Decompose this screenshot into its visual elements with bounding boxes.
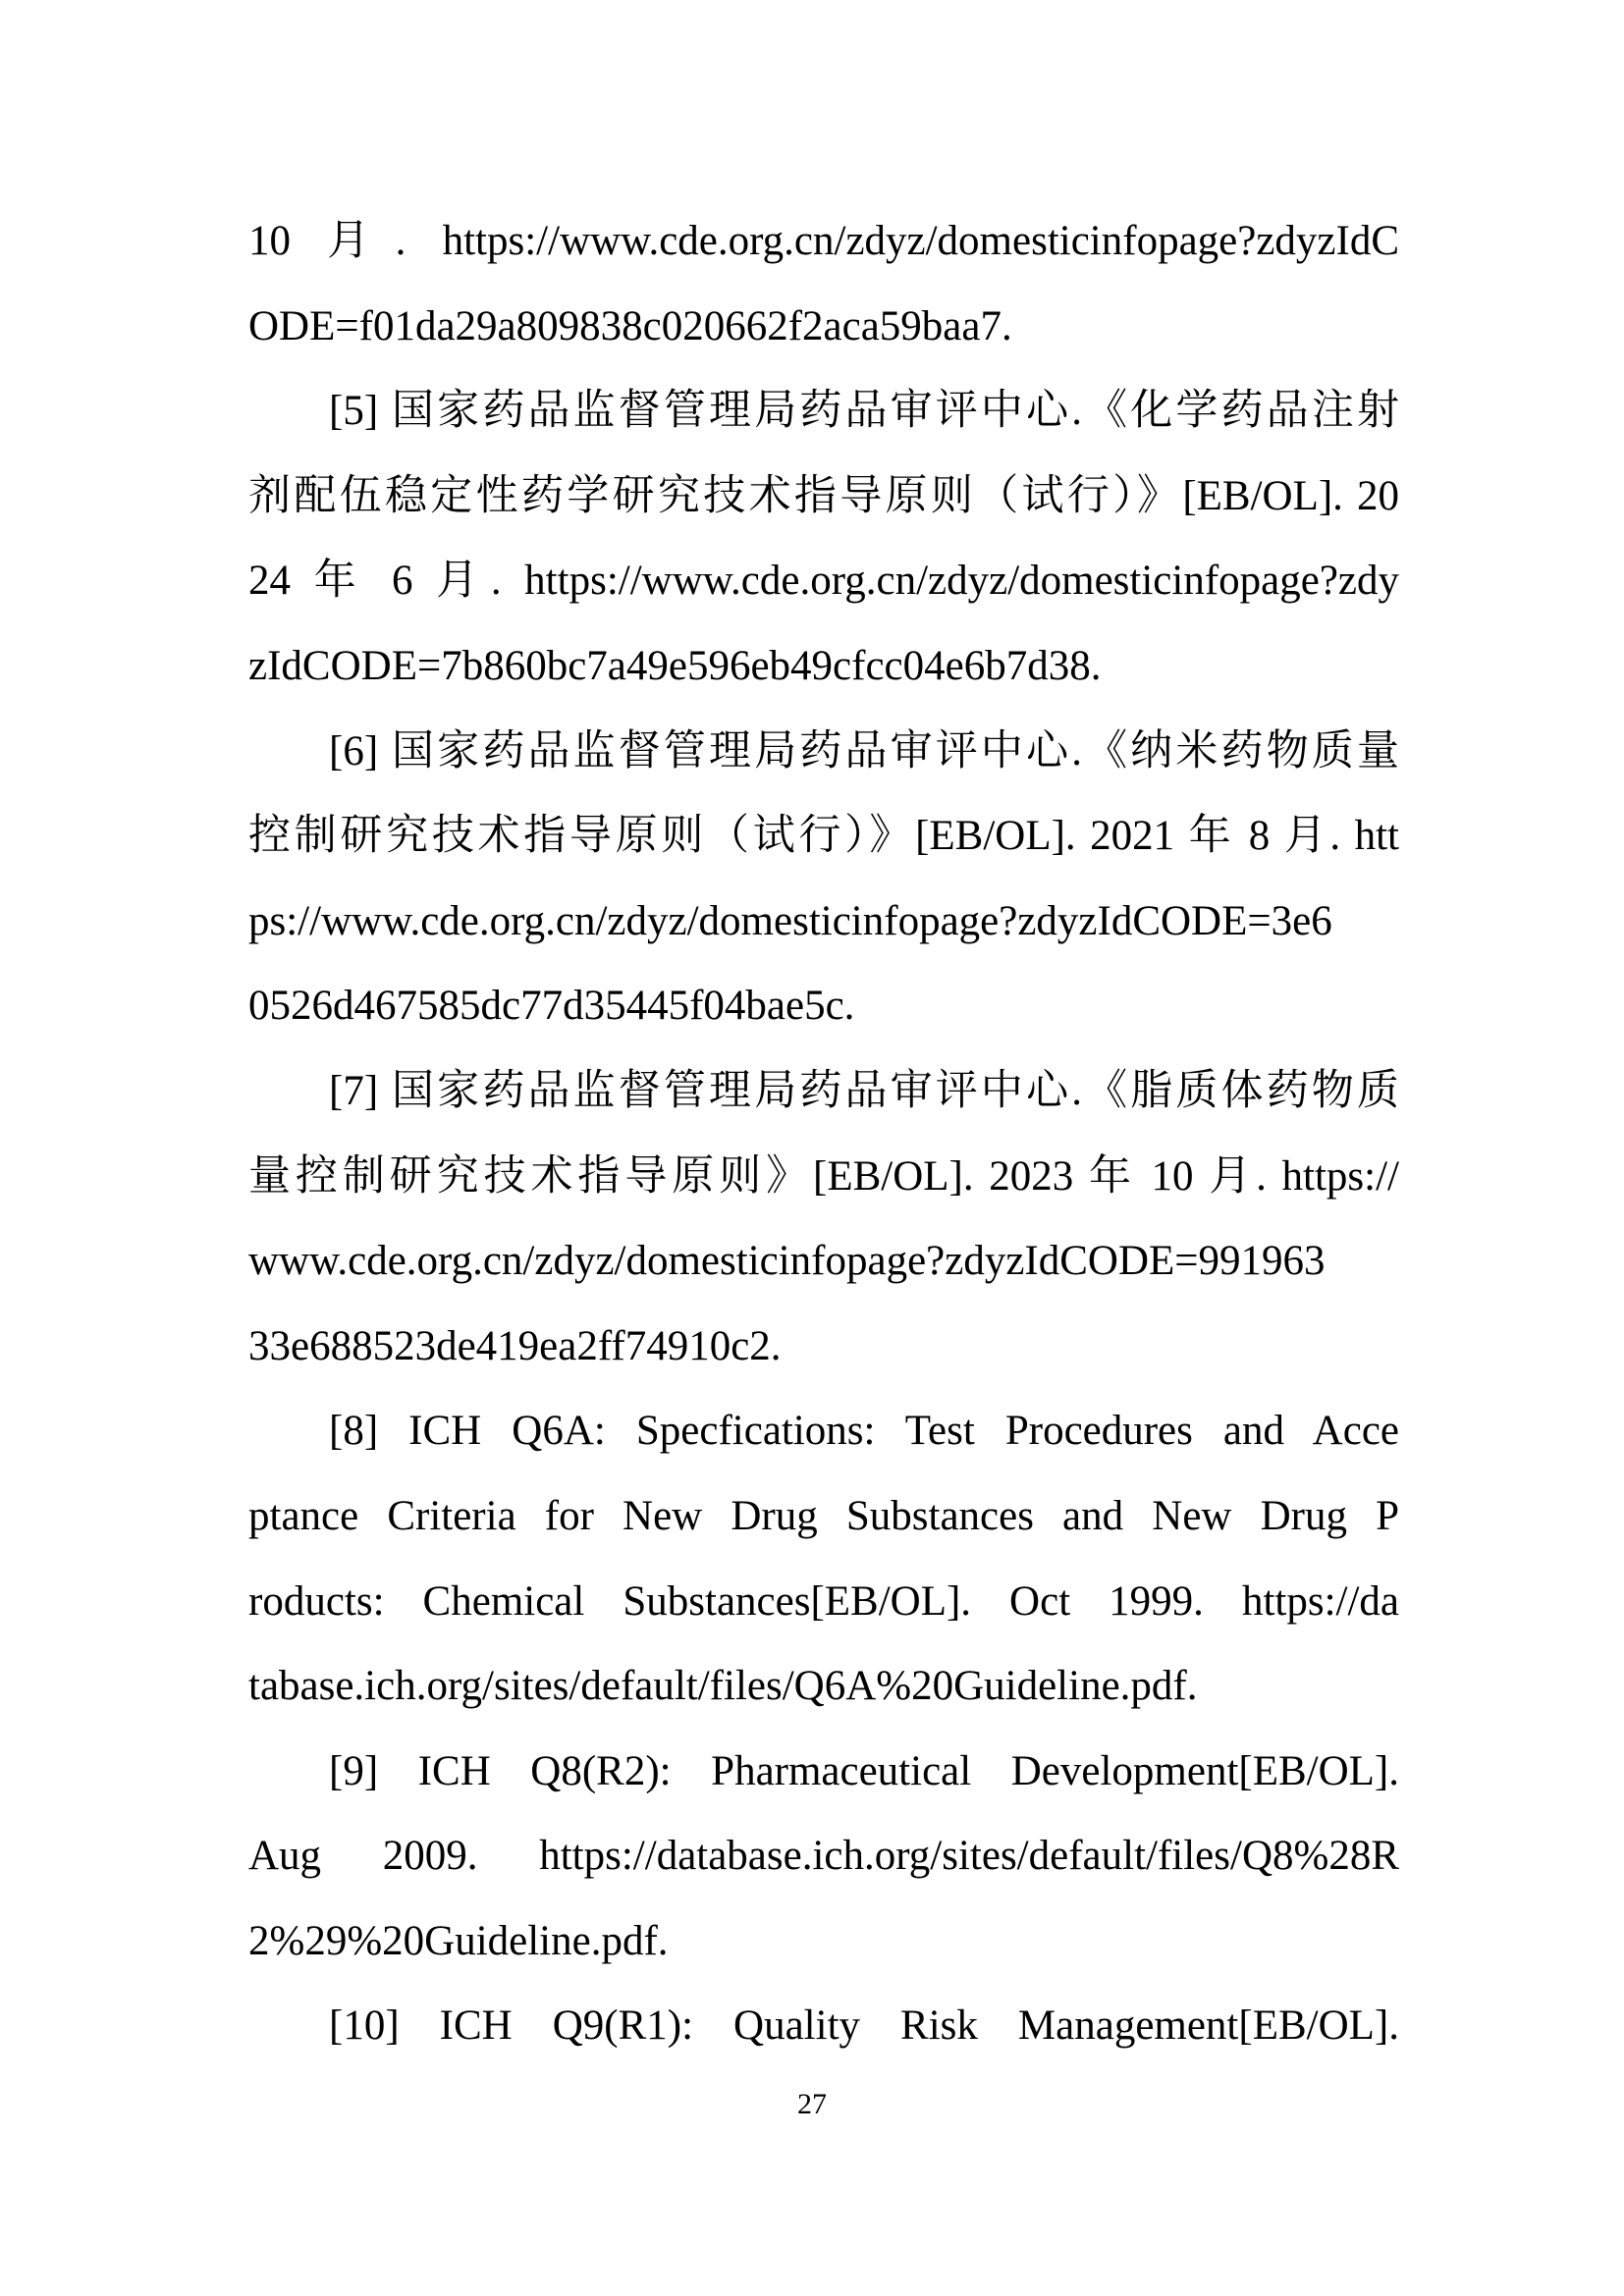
reference-text-line-13: www.cde.org.cn/zdyz/domesticinfopage?zdyzIdCODE=991963 [248, 1238, 1326, 1285]
reference-text-line-9: ps://www.cde.org.cn/zdyz/domesticinfopage?zdyzIdCODE=3e6 [248, 897, 1332, 944]
reference-text-line-1: 10 月. https://www.cde.org.cn/zdyz/domesticinfopage?zdyzIdC [248, 218, 1399, 264]
reference-text-line-14: 33e688523de419ea2ff74910c2. [248, 1322, 782, 1369]
reference-text-line-2: ODE=f01da29a809838c020662f2aca59baa7. [248, 302, 1012, 349]
reference-text-line-22: [10] ICH Q9(R1): Quality Risk Management[EB/OL]. [329, 2002, 1399, 2050]
reference-text-line-15: [8] ICH Q6A: Specfications: Test Procedures and Acce [329, 1408, 1399, 1455]
reference-text-line-8: 控制研究技术指导原则（试行）》[EB/OL]. 2021 年 8 月. htt [248, 813, 1399, 860]
reference-text-line-21: 2%29%20Guideline.pdf. [248, 1917, 669, 1964]
reference-text-line-5: 24 年 6 月. https://www.cde.org.cn/zdyz/domesticinfopage?zdy [248, 558, 1399, 605]
references-text-block [248, 199, 1399, 2069]
reference-text-line-3: [5] 国家药品监督管理局药品审评中心.《化学药品注射 [329, 388, 1399, 435]
reference-text-line-19: [9] ICH Q8(R2): Pharmaceutical Development[EB/OL]. [329, 1747, 1399, 1794]
reference-text-line-4: 剂配伍稳定性药学研究技术指导原则（试行）》[EB/OL]. 20 [248, 472, 1399, 519]
reference-text-line-6: zIdCODE=7b860bc7a49e596eb49cfcc04e6b7d38. [248, 642, 1102, 689]
reference-text-line-12: 量控制研究技术指导原则》[EB/OL]. 2023 年 10 月. https:// [248, 1152, 1399, 1200]
reference-text-line-16: ptance Criteria for New Drug Substances and New Drug P [248, 1492, 1399, 1539]
reference-text-line-18: tabase.ich.org/sites/default/files/Q6A%20Guideline.pdf. [248, 1663, 1198, 1710]
reference-text-line-7: [6] 国家药品监督管理局药品审评中心.《纳米药物质量 [329, 727, 1399, 774]
reference-text-line-17: roducts: Chemical Substances[EB/OL]. Oct 1999. https://da [248, 1577, 1399, 1625]
page-number: 27 [797, 2088, 827, 2120]
reference-text-line-10: 0526d467585dc77d35445f04bae5c. [248, 983, 855, 1030]
reference-text-line-20: Aug 2009. https://database.ich.org/sites/default/files/Q8%28R [248, 1833, 1399, 1880]
reference-text-line-11: [7] 国家药品监督管理局药品审评中心.《脂质体药物质 [329, 1067, 1399, 1114]
